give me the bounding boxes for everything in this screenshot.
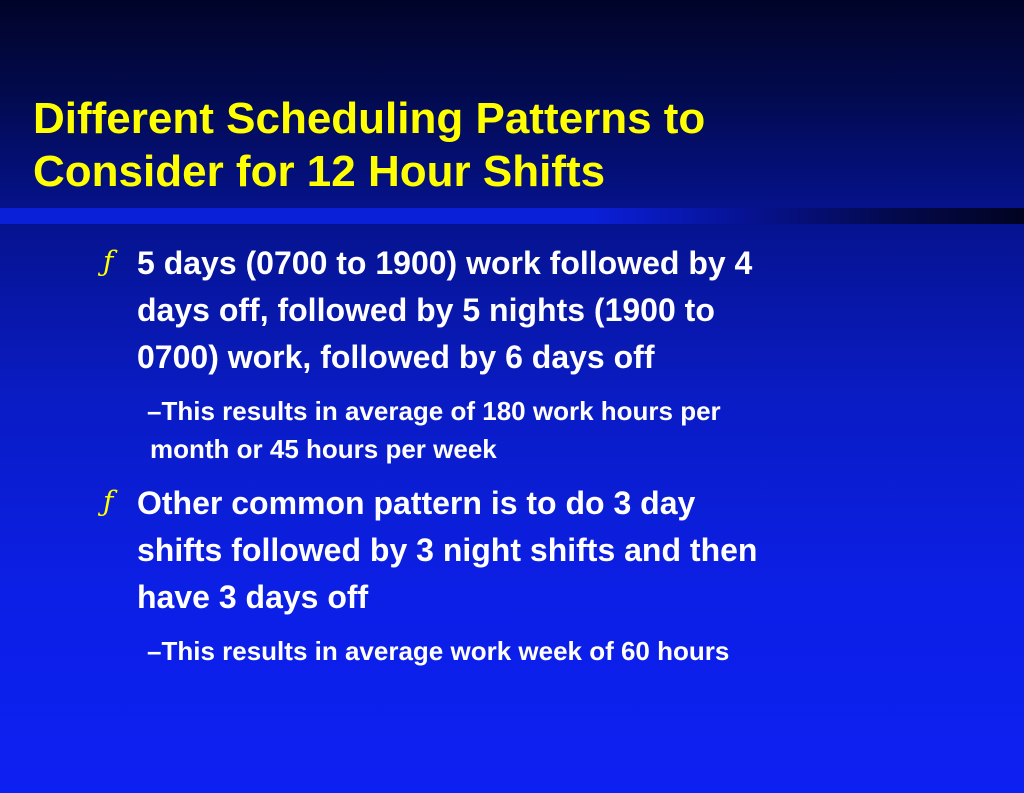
slide-title-line-2: Consider for 12 Hour Shifts: [33, 147, 606, 196]
bullet-1-line-1: 5 days (0700 to 1900) work followed by 4: [137, 245, 753, 281]
bullet-symbol-icon: ƒ: [103, 485, 114, 518]
bullet-2-line-2: shifts followed by 3 night shifts and then: [137, 532, 758, 568]
sub-bullet-1-line-1: [147, 392, 987, 430]
sub-bullet-2: [147, 632, 987, 670]
sub-bullet-dash-1: –: [147, 396, 162, 426]
bullet-2-line-3: have 3 days off: [137, 579, 369, 615]
bullet-text-1: [137, 240, 752, 381]
bullet-symbol-icon: ƒ: [103, 245, 114, 278]
bullet-1-line-2: days off, followed by 5 nights (1900 to: [137, 292, 715, 328]
sub-bullet-2-line-1: [147, 632, 987, 670]
slide-title-line-1: Different Scheduling Patterns to: [33, 94, 706, 143]
sub-bullet-1-text-1: This results in average of 180 work hours per: [161, 396, 721, 426]
slide-title: [33, 92, 993, 198]
title-divider-bar: [0, 208, 1024, 224]
bullet-2-line-1: Other common pattern is to do 3 day: [137, 485, 696, 521]
bullet-1-line-3: 0700) work, followed by 6 days off: [137, 339, 655, 375]
sub-bullet-2-text-1: This results in average work week of 60 hours: [161, 636, 730, 666]
bullet-text-2: [137, 480, 757, 621]
sub-bullet-dash-2: –: [147, 636, 162, 666]
sub-bullet-1: [147, 392, 987, 468]
sub-bullet-1-line-2: month or 45 hours per week: [150, 434, 497, 464]
